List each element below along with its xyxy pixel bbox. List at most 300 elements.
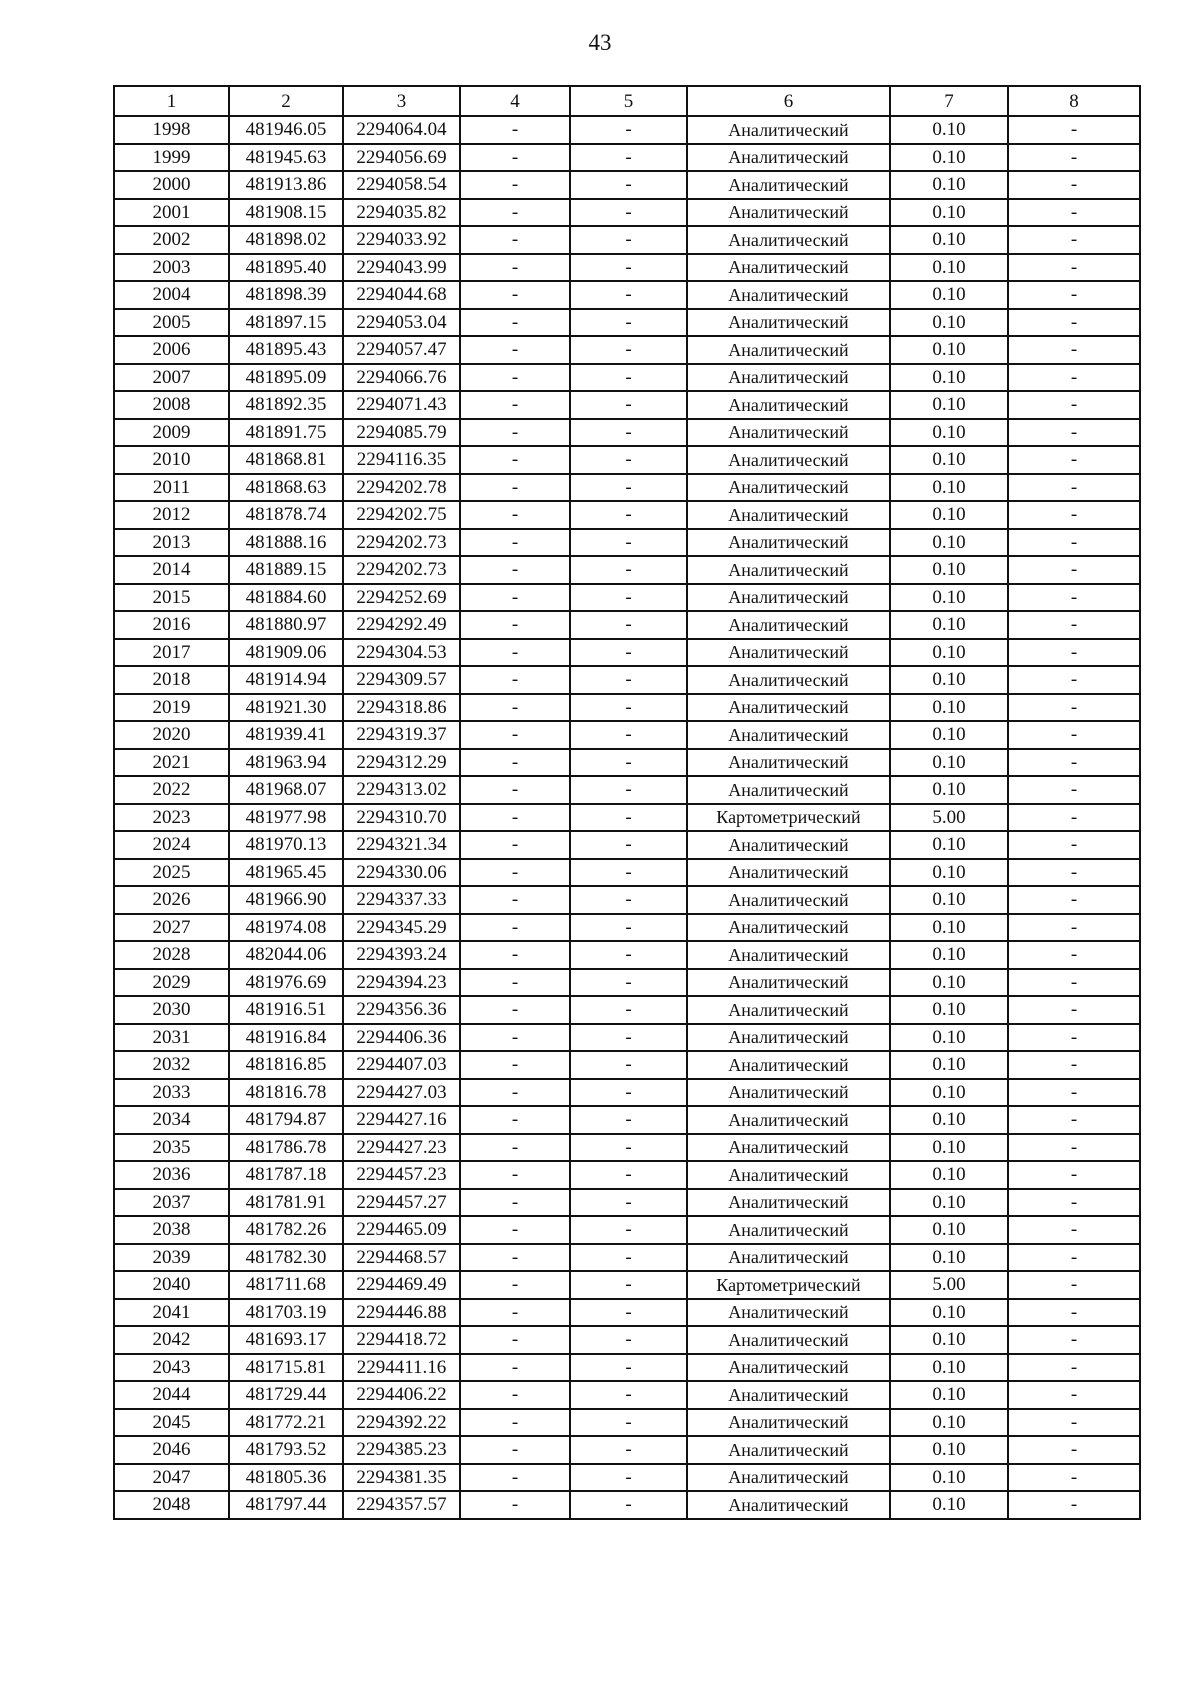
column-8-cell: - <box>1008 721 1140 749</box>
method-cell: Картометрический <box>687 1271 890 1299</box>
column-4-cell: - <box>460 1381 570 1409</box>
column-8-cell: - <box>1008 1354 1140 1382</box>
method-cell: Аналитический <box>687 1491 890 1519</box>
x-coordinate-cell: 481794.87 <box>229 1106 343 1134</box>
y-coordinate-cell: 2294202.75 <box>343 501 460 529</box>
table-header-row <box>114 86 1140 116</box>
y-coordinate-cell: 2294044.68 <box>343 281 460 309</box>
accuracy-cell: 0.10 <box>890 886 1008 914</box>
column-5-cell: - <box>570 199 687 227</box>
column-4-cell: - <box>460 419 570 447</box>
point-number-cell: 2021 <box>114 749 229 777</box>
table-row <box>114 941 1140 969</box>
column-5-cell: - <box>570 996 687 1024</box>
point-number-cell: 2012 <box>114 501 229 529</box>
column-5-cell: - <box>570 1161 687 1189</box>
method-cell: Аналитический <box>687 1409 890 1437</box>
table-row <box>114 914 1140 942</box>
table-row <box>114 721 1140 749</box>
column-4-cell: - <box>460 804 570 832</box>
column-4-cell: - <box>460 1326 570 1354</box>
method-cell: Аналитический <box>687 639 890 667</box>
table-row <box>114 501 1140 529</box>
column-5-cell: - <box>570 666 687 694</box>
column-5-cell: - <box>570 1491 687 1519</box>
accuracy-cell: 0.10 <box>890 1051 1008 1079</box>
x-coordinate-cell: 481898.02 <box>229 226 343 254</box>
column-8-cell: - <box>1008 1491 1140 1519</box>
method-cell: Аналитический <box>687 1299 890 1327</box>
column-8-cell: - <box>1008 391 1140 419</box>
table-row <box>114 1299 1140 1327</box>
method-cell: Аналитический <box>687 1161 890 1189</box>
column-8-cell: - <box>1008 776 1140 804</box>
accuracy-cell: 0.10 <box>890 996 1008 1024</box>
x-coordinate-cell: 481889.15 <box>229 556 343 584</box>
column-8-cell: - <box>1008 1216 1140 1244</box>
x-coordinate-cell: 481703.19 <box>229 1299 343 1327</box>
y-coordinate-cell: 2294313.02 <box>343 776 460 804</box>
column-8-cell: - <box>1008 556 1140 584</box>
y-coordinate-cell: 2294411.16 <box>343 1354 460 1382</box>
accuracy-cell: 0.10 <box>890 391 1008 419</box>
table-row <box>114 1134 1140 1162</box>
point-number-cell: 2004 <box>114 281 229 309</box>
point-number-cell: 2017 <box>114 639 229 667</box>
y-coordinate-cell: 2294252.69 <box>343 584 460 612</box>
column-8-cell: - <box>1008 584 1140 612</box>
column-4-cell: - <box>460 391 570 419</box>
accuracy-cell: 0.10 <box>890 556 1008 584</box>
column-5-cell: - <box>570 1326 687 1354</box>
x-coordinate-cell: 481797.44 <box>229 1491 343 1519</box>
column-4-cell: - <box>460 501 570 529</box>
y-coordinate-cell: 2294116.35 <box>343 446 460 474</box>
column-5-cell: - <box>570 1436 687 1464</box>
y-coordinate-cell: 2294071.43 <box>343 391 460 419</box>
point-number-cell: 2033 <box>114 1079 229 1107</box>
method-cell: Картометрический <box>687 804 890 832</box>
accuracy-cell: 0.10 <box>890 1409 1008 1437</box>
column-4-cell: - <box>460 281 570 309</box>
y-coordinate-cell: 2294406.36 <box>343 1024 460 1052</box>
y-coordinate-cell: 2294318.86 <box>343 694 460 722</box>
point-number-cell: 2044 <box>114 1381 229 1409</box>
table-row <box>114 1436 1140 1464</box>
y-coordinate-cell: 2294330.06 <box>343 859 460 887</box>
accuracy-cell: 0.10 <box>890 364 1008 392</box>
column-5-cell: - <box>570 1079 687 1107</box>
point-number-cell: 2031 <box>114 1024 229 1052</box>
table-row <box>114 309 1140 337</box>
accuracy-cell: 0.10 <box>890 1106 1008 1134</box>
column-4-cell: - <box>460 1354 570 1382</box>
y-coordinate-cell: 2294033.92 <box>343 226 460 254</box>
column-4-cell: - <box>460 886 570 914</box>
table-row <box>114 419 1140 447</box>
method-cell: Аналитический <box>687 831 890 859</box>
y-coordinate-cell: 2294321.34 <box>343 831 460 859</box>
column-4-cell: - <box>460 969 570 997</box>
accuracy-cell: 0.10 <box>890 611 1008 639</box>
method-cell: Аналитический <box>687 666 890 694</box>
accuracy-cell: 0.10 <box>890 336 1008 364</box>
accuracy-cell: 5.00 <box>890 804 1008 832</box>
column-5-cell: - <box>570 1051 687 1079</box>
accuracy-cell: 0.10 <box>890 584 1008 612</box>
method-cell: Аналитический <box>687 1216 890 1244</box>
column-8-cell: - <box>1008 226 1140 254</box>
table-row <box>114 1189 1140 1217</box>
method-cell: Аналитический <box>687 776 890 804</box>
column-8-cell: - <box>1008 1244 1140 1272</box>
column-4-cell: - <box>460 1024 570 1052</box>
column-5-cell: - <box>570 611 687 639</box>
y-coordinate-cell: 2294310.70 <box>343 804 460 832</box>
accuracy-cell: 0.10 <box>890 144 1008 172</box>
column-4-cell: - <box>460 1106 570 1134</box>
x-coordinate-cell: 481945.63 <box>229 144 343 172</box>
column-4-cell: - <box>460 1491 570 1519</box>
column-4-cell: - <box>460 1216 570 1244</box>
column-4-cell: - <box>460 474 570 502</box>
column-4-cell: - <box>460 749 570 777</box>
column-5-cell: - <box>570 171 687 199</box>
point-number-cell: 2025 <box>114 859 229 887</box>
column-header: 3 <box>343 86 460 116</box>
x-coordinate-cell: 481787.18 <box>229 1161 343 1189</box>
column-8-cell: - <box>1008 144 1140 172</box>
x-coordinate-cell: 481908.15 <box>229 199 343 227</box>
y-coordinate-cell: 2294469.49 <box>343 1271 460 1299</box>
x-coordinate-cell: 482044.06 <box>229 941 343 969</box>
point-number-cell: 2018 <box>114 666 229 694</box>
point-number-cell: 2014 <box>114 556 229 584</box>
column-8-cell: - <box>1008 914 1140 942</box>
column-5-cell: - <box>570 1409 687 1437</box>
accuracy-cell: 0.10 <box>890 1024 1008 1052</box>
method-cell: Аналитический <box>687 254 890 282</box>
method-cell: Аналитический <box>687 309 890 337</box>
accuracy-cell: 0.10 <box>890 419 1008 447</box>
column-header: 8 <box>1008 86 1140 116</box>
method-cell: Аналитический <box>687 529 890 557</box>
method-cell: Аналитический <box>687 199 890 227</box>
y-coordinate-cell: 2294312.29 <box>343 749 460 777</box>
method-cell: Аналитический <box>687 1189 890 1217</box>
x-coordinate-cell: 481868.63 <box>229 474 343 502</box>
column-5-cell: - <box>570 364 687 392</box>
column-4-cell: - <box>460 1134 570 1162</box>
column-5-cell: - <box>570 1271 687 1299</box>
column-8-cell: - <box>1008 666 1140 694</box>
column-8-cell: - <box>1008 1326 1140 1354</box>
point-number-cell: 2016 <box>114 611 229 639</box>
y-coordinate-cell: 2294407.03 <box>343 1051 460 1079</box>
method-cell: Аналитический <box>687 391 890 419</box>
y-coordinate-cell: 2294394.23 <box>343 969 460 997</box>
method-cell: Аналитический <box>687 1436 890 1464</box>
point-number-cell: 2034 <box>114 1106 229 1134</box>
x-coordinate-cell: 481976.69 <box>229 969 343 997</box>
point-number-cell: 2036 <box>114 1161 229 1189</box>
column-8-cell: - <box>1008 749 1140 777</box>
column-5-cell: - <box>570 1299 687 1327</box>
column-5-cell: - <box>570 226 687 254</box>
column-4-cell: - <box>460 364 570 392</box>
column-4-cell: - <box>460 171 570 199</box>
accuracy-cell: 0.10 <box>890 831 1008 859</box>
accuracy-cell: 0.10 <box>890 501 1008 529</box>
method-cell: Аналитический <box>687 171 890 199</box>
x-coordinate-cell: 481916.84 <box>229 1024 343 1052</box>
x-coordinate-cell: 481816.85 <box>229 1051 343 1079</box>
x-coordinate-cell: 481909.06 <box>229 639 343 667</box>
table-row <box>114 1491 1140 1519</box>
point-number-cell: 2028 <box>114 941 229 969</box>
column-8-cell: - <box>1008 254 1140 282</box>
column-4-cell: - <box>460 694 570 722</box>
y-coordinate-cell: 2294319.37 <box>343 721 460 749</box>
column-8-cell: - <box>1008 419 1140 447</box>
y-coordinate-cell: 2294066.76 <box>343 364 460 392</box>
column-8-cell: - <box>1008 1299 1140 1327</box>
method-cell: Аналитический <box>687 556 890 584</box>
column-8-cell: - <box>1008 611 1140 639</box>
x-coordinate-cell: 481916.51 <box>229 996 343 1024</box>
y-coordinate-cell: 2294292.49 <box>343 611 460 639</box>
table-row <box>114 1354 1140 1382</box>
column-4-cell: - <box>460 144 570 172</box>
accuracy-cell: 0.10 <box>890 1354 1008 1382</box>
column-5-cell: - <box>570 1189 687 1217</box>
accuracy-cell: 0.10 <box>890 446 1008 474</box>
point-number-cell: 2022 <box>114 776 229 804</box>
method-cell: Аналитический <box>687 364 890 392</box>
table-body <box>114 86 1140 1519</box>
point-number-cell: 2039 <box>114 1244 229 1272</box>
y-coordinate-cell: 2294406.22 <box>343 1381 460 1409</box>
point-number-cell: 2011 <box>114 474 229 502</box>
accuracy-cell: 0.10 <box>890 639 1008 667</box>
column-4-cell: - <box>460 584 570 612</box>
column-4-cell: - <box>460 776 570 804</box>
column-5-cell: - <box>570 749 687 777</box>
column-4-cell: - <box>460 199 570 227</box>
point-number-cell: 2035 <box>114 1134 229 1162</box>
x-coordinate-cell: 481897.15 <box>229 309 343 337</box>
column-4-cell: - <box>460 1299 570 1327</box>
column-4-cell: - <box>460 1079 570 1107</box>
column-8-cell: - <box>1008 1409 1140 1437</box>
column-4-cell: - <box>460 116 570 144</box>
x-coordinate-cell: 481968.07 <box>229 776 343 804</box>
column-5-cell: - <box>570 144 687 172</box>
column-8-cell: - <box>1008 309 1140 337</box>
point-number-cell: 2006 <box>114 336 229 364</box>
accuracy-cell: 0.10 <box>890 1244 1008 1272</box>
method-cell: Аналитический <box>687 694 890 722</box>
column-4-cell: - <box>460 226 570 254</box>
method-cell: Аналитический <box>687 721 890 749</box>
point-number-cell: 2005 <box>114 309 229 337</box>
y-coordinate-cell: 2294304.53 <box>343 639 460 667</box>
column-4-cell: - <box>460 1189 570 1217</box>
x-coordinate-cell: 481939.41 <box>229 721 343 749</box>
column-5-cell: - <box>570 474 687 502</box>
table-row <box>114 694 1140 722</box>
point-number-cell: 2040 <box>114 1271 229 1299</box>
column-8-cell: - <box>1008 1079 1140 1107</box>
y-coordinate-cell: 2294056.69 <box>343 144 460 172</box>
column-8-cell: - <box>1008 1134 1140 1162</box>
column-5-cell: - <box>570 584 687 612</box>
y-coordinate-cell: 2294202.78 <box>343 474 460 502</box>
column-4-cell: - <box>460 556 570 584</box>
x-coordinate-cell: 481921.30 <box>229 694 343 722</box>
column-4-cell: - <box>460 254 570 282</box>
column-4-cell: - <box>460 1464 570 1492</box>
x-coordinate-cell: 481781.91 <box>229 1189 343 1217</box>
y-coordinate-cell: 2294427.16 <box>343 1106 460 1134</box>
accuracy-cell: 0.10 <box>890 1436 1008 1464</box>
accuracy-cell: 0.10 <box>890 1189 1008 1217</box>
accuracy-cell: 0.10 <box>890 254 1008 282</box>
accuracy-cell: 0.10 <box>890 171 1008 199</box>
column-5-cell: - <box>570 1106 687 1134</box>
table-row <box>114 226 1140 254</box>
x-coordinate-cell: 481970.13 <box>229 831 343 859</box>
point-number-cell: 1999 <box>114 144 229 172</box>
column-5-cell: - <box>570 501 687 529</box>
column-4-cell: - <box>460 529 570 557</box>
column-8-cell: - <box>1008 1464 1140 1492</box>
y-coordinate-cell: 2294392.22 <box>343 1409 460 1437</box>
table-row <box>114 556 1140 584</box>
page-number: 43 <box>588 30 612 55</box>
column-5-cell: - <box>570 446 687 474</box>
point-number-cell: 2024 <box>114 831 229 859</box>
point-number-cell: 2045 <box>114 1409 229 1437</box>
column-4-cell: - <box>460 611 570 639</box>
y-coordinate-cell: 2294427.03 <box>343 1079 460 1107</box>
y-coordinate-cell: 2294043.99 <box>343 254 460 282</box>
table-row <box>114 529 1140 557</box>
point-number-cell: 2037 <box>114 1189 229 1217</box>
point-number-cell: 2009 <box>114 419 229 447</box>
point-number-cell: 2041 <box>114 1299 229 1327</box>
y-coordinate-cell: 2294427.23 <box>343 1134 460 1162</box>
method-cell: Аналитический <box>687 116 890 144</box>
accuracy-cell: 0.10 <box>890 859 1008 887</box>
x-coordinate-cell: 481974.08 <box>229 914 343 942</box>
table-row <box>114 171 1140 199</box>
column-5-cell: - <box>570 1354 687 1382</box>
point-number-cell: 2020 <box>114 721 229 749</box>
column-5-cell: - <box>570 914 687 942</box>
x-coordinate-cell: 481772.21 <box>229 1409 343 1437</box>
table-row <box>114 1326 1140 1354</box>
method-cell: Аналитический <box>687 941 890 969</box>
column-4-cell: - <box>460 1244 570 1272</box>
column-5-cell: - <box>570 1216 687 1244</box>
table-row <box>114 474 1140 502</box>
accuracy-cell: 0.10 <box>890 1299 1008 1327</box>
column-5-cell: - <box>570 1134 687 1162</box>
column-header: 6 <box>687 86 890 116</box>
y-coordinate-cell: 2294357.57 <box>343 1491 460 1519</box>
column-8-cell: - <box>1008 199 1140 227</box>
point-number-cell: 2043 <box>114 1354 229 1382</box>
table-row <box>114 199 1140 227</box>
column-4-cell: - <box>460 1409 570 1437</box>
column-header: 1 <box>114 86 229 116</box>
method-cell: Аналитический <box>687 611 890 639</box>
table-row <box>114 639 1140 667</box>
column-8-cell: - <box>1008 1189 1140 1217</box>
point-number-cell: 2008 <box>114 391 229 419</box>
method-cell: Аналитический <box>687 1326 890 1354</box>
accuracy-cell: 0.10 <box>890 1216 1008 1244</box>
y-coordinate-cell: 2294457.23 <box>343 1161 460 1189</box>
table-row <box>114 1409 1140 1437</box>
x-coordinate-cell: 481782.26 <box>229 1216 343 1244</box>
y-coordinate-cell: 2294356.36 <box>343 996 460 1024</box>
x-coordinate-cell: 481816.78 <box>229 1079 343 1107</box>
point-number-cell: 1998 <box>114 116 229 144</box>
table-row <box>114 1079 1140 1107</box>
method-cell: Аналитический <box>687 1079 890 1107</box>
column-8-cell: - <box>1008 996 1140 1024</box>
table-row <box>114 804 1140 832</box>
column-8-cell: - <box>1008 1381 1140 1409</box>
column-8-cell: - <box>1008 831 1140 859</box>
y-coordinate-cell: 2294465.09 <box>343 1216 460 1244</box>
column-5-cell: - <box>570 1244 687 1272</box>
x-coordinate-cell: 481782.30 <box>229 1244 343 1272</box>
column-5-cell: - <box>570 721 687 749</box>
accuracy-cell: 0.10 <box>890 199 1008 227</box>
accuracy-cell: 0.10 <box>890 914 1008 942</box>
column-5-cell: - <box>570 556 687 584</box>
column-5-cell: - <box>570 419 687 447</box>
y-coordinate-cell: 2294393.24 <box>343 941 460 969</box>
x-coordinate-cell: 481946.05 <box>229 116 343 144</box>
y-coordinate-cell: 2294457.27 <box>343 1189 460 1217</box>
column-header: 2 <box>229 86 343 116</box>
accuracy-cell: 0.10 <box>890 281 1008 309</box>
point-number-cell: 2003 <box>114 254 229 282</box>
accuracy-cell: 0.10 <box>890 749 1008 777</box>
x-coordinate-cell: 481884.60 <box>229 584 343 612</box>
x-coordinate-cell: 481793.52 <box>229 1436 343 1464</box>
method-cell: Аналитический <box>687 1106 890 1134</box>
column-8-cell: - <box>1008 1161 1140 1189</box>
accuracy-cell: 0.10 <box>890 1381 1008 1409</box>
y-coordinate-cell: 2294035.82 <box>343 199 460 227</box>
point-number-cell: 2023 <box>114 804 229 832</box>
x-coordinate-cell: 481729.44 <box>229 1381 343 1409</box>
y-coordinate-cell: 2294418.72 <box>343 1326 460 1354</box>
column-4-cell: - <box>460 1271 570 1299</box>
x-coordinate-cell: 481898.39 <box>229 281 343 309</box>
column-8-cell: - <box>1008 859 1140 887</box>
column-8-cell: - <box>1008 1024 1140 1052</box>
x-coordinate-cell: 481977.98 <box>229 804 343 832</box>
x-coordinate-cell: 481914.94 <box>229 666 343 694</box>
x-coordinate-cell: 481966.90 <box>229 886 343 914</box>
table-row <box>114 336 1140 364</box>
